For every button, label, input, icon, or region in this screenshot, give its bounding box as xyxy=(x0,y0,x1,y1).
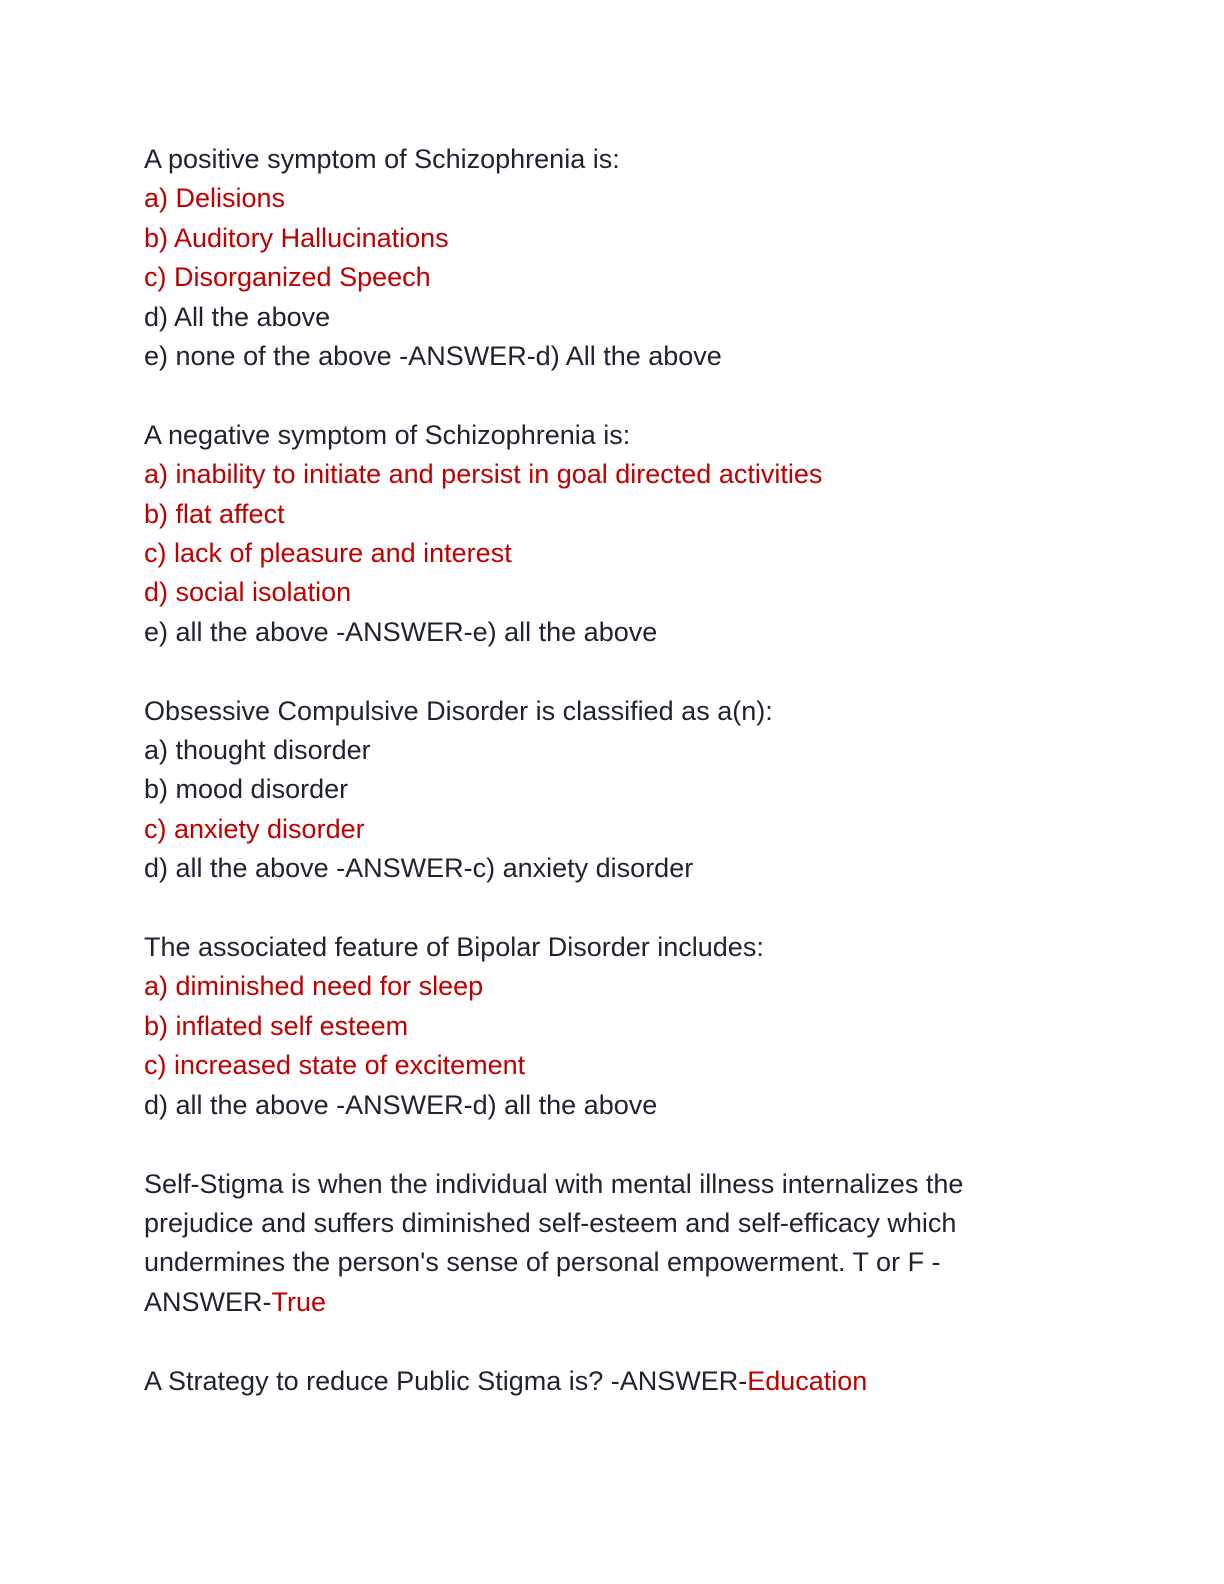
q5-answer-prefix: ANSWER- xyxy=(144,1286,272,1317)
q5-statement-line-1: Self-Stigma is when the individual with mental illness internalizes the xyxy=(144,1168,964,1199)
q1-option-d: d) All the above xyxy=(144,301,331,332)
q4-option-b: b) inflated self esteem xyxy=(144,1010,409,1041)
document-page xyxy=(144,140,1084,1401)
q5-answer: True xyxy=(271,1286,327,1317)
q2-option-a: a) inability to initiate and persist in goal directed activities xyxy=(144,459,823,490)
spacer xyxy=(144,889,1084,928)
q1-question: A positive symptom of Schizophrenia is: xyxy=(144,144,620,174)
q6-question-line xyxy=(144,1362,1084,1401)
q2-question: A negative symptom of Schizophrenia is: xyxy=(144,419,631,450)
q4-option-a: a) diminished need for sleep xyxy=(144,971,484,1002)
q1-option-b: b) Auditory Hallucinations xyxy=(144,222,449,253)
q3-question: Obsessive Compulsive Disorder is classified as a(n): xyxy=(144,695,773,726)
spacer xyxy=(144,1322,1084,1361)
q6-question: A Strategy to reduce Public Stigma is? -ANSWER- xyxy=(144,1365,748,1396)
q4-option-d-answer: d) all the above -ANSWER-d) all the above xyxy=(144,1089,658,1120)
q1-option-e-answer: e) none of the above -ANSWER-d) All the above xyxy=(144,341,722,372)
q1-option-c: c) Disorganized Speech xyxy=(144,262,431,293)
q2-option-d: d) social isolation xyxy=(144,577,352,608)
q2-option-e-answer: e) all the above -ANSWER-e) all the above xyxy=(144,616,658,647)
q3-option-c: c) anxiety disorder xyxy=(144,813,365,844)
q4-question: The associated feature of Bipolar Disorder includes: xyxy=(144,932,764,963)
q5-answer-line xyxy=(144,1283,1084,1322)
q5-statement-line-2: prejudice and suffers diminished self-esteem and self-efficacy which xyxy=(144,1207,957,1238)
q5-statement-line-3: undermines the person's sense of personal empowerment. T or F - xyxy=(144,1247,941,1278)
spacer xyxy=(144,376,1084,415)
q4-option-c: c) increased state of excitement xyxy=(144,1050,526,1081)
q3-option-d-answer: d) all the above -ANSWER-c) anxiety disorder xyxy=(144,853,694,884)
q6-answer: Education xyxy=(747,1365,868,1396)
q1-option-a: a) Delisions xyxy=(144,183,286,214)
spacer xyxy=(144,652,1084,691)
spacer xyxy=(144,1125,1084,1164)
q2-option-b: b) flat affect xyxy=(144,498,285,529)
q2-option-c: c) lack of pleasure and interest xyxy=(144,538,512,569)
q3-option-b: b) mood disorder xyxy=(144,774,349,805)
q3-option-a: a) thought disorder xyxy=(144,735,371,766)
